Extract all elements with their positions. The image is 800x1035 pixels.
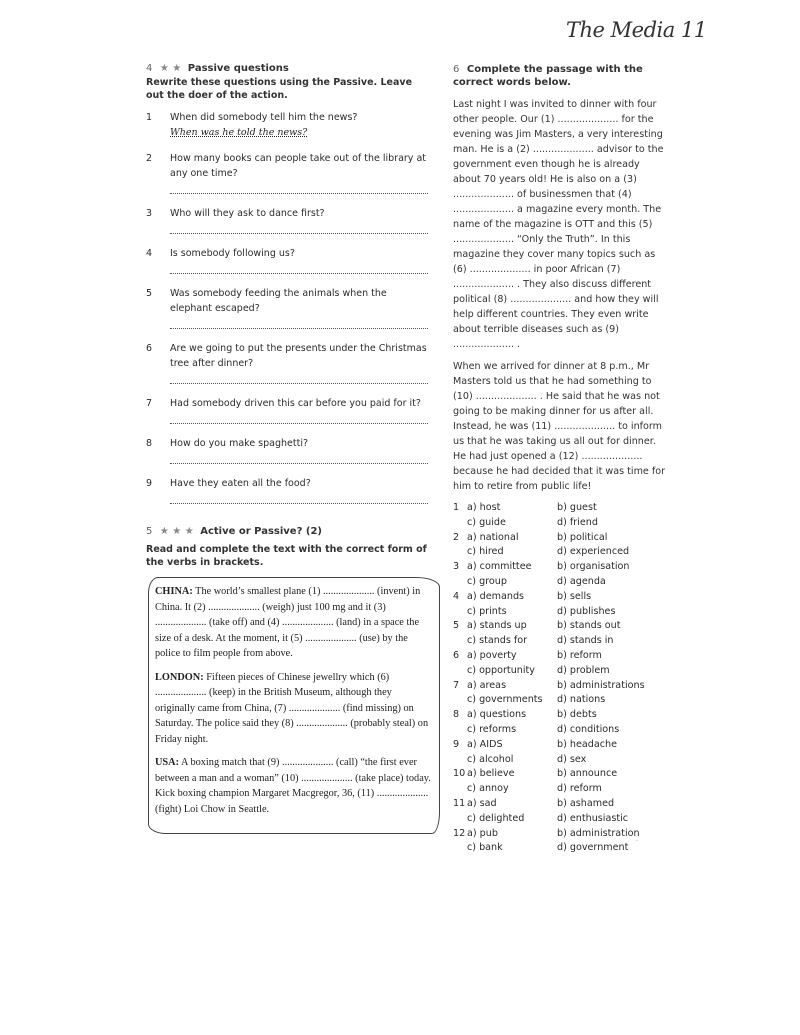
question-item <box>146 151 428 194</box>
question-text: Are we going to put the presents under the Christmas tree after dinner? <box>170 343 427 369</box>
option-row <box>453 605 668 620</box>
section-5-title: Active or Passive? (2) <box>200 526 322 537</box>
option-c[interactable]: c) hired <box>467 546 504 558</box>
option-row <box>453 619 668 634</box>
option-row <box>453 812 668 827</box>
option-a[interactable]: a) believe <box>467 768 515 780</box>
option-number: 2 <box>453 531 460 543</box>
option-number: 7 <box>453 679 460 691</box>
option-d[interactable]: d) government <box>557 842 629 854</box>
option-d[interactable]: d) agenda <box>557 575 606 587</box>
section-5-instruction: Read and complete the text with the correct form of the verbs in brackets. <box>146 544 427 568</box>
question-item <box>146 110 428 140</box>
option-d[interactable]: d) sex <box>557 753 587 765</box>
option-b[interactable]: b) sells <box>557 590 592 602</box>
news-text-box <box>148 577 440 834</box>
option-b[interactable]: b) stands out <box>557 620 621 632</box>
option-row <box>453 797 668 812</box>
options-list <box>453 501 668 856</box>
option-row <box>453 708 668 723</box>
option-b[interactable]: b) political <box>557 531 608 543</box>
option-a[interactable]: a) national <box>467 531 519 543</box>
answer-line[interactable] <box>170 413 428 424</box>
option-number: 3 <box>453 561 460 573</box>
london-label: LONDON: <box>155 671 204 683</box>
question-number: 8 <box>146 438 153 449</box>
option-c[interactable]: c) bank <box>467 842 503 854</box>
question-item <box>146 286 428 329</box>
question-text: Who will they ask to dance first? <box>170 208 325 219</box>
option-number: 1 <box>453 502 460 513</box>
section-6-title: Complete the passage with the correct words below. <box>453 64 643 88</box>
option-row <box>453 723 668 738</box>
section-6-heading <box>453 63 668 89</box>
option-row <box>453 590 668 605</box>
option-c[interactable]: c) group <box>467 575 507 587</box>
option-row <box>453 782 668 797</box>
question-number: 4 <box>146 248 153 259</box>
option-number: 10 <box>453 768 466 780</box>
option-c[interactable]: c) prints <box>467 605 507 617</box>
question-item <box>146 341 428 384</box>
question-number: 1 <box>146 112 153 123</box>
section-5 <box>146 526 431 834</box>
option-a[interactable]: a) committee <box>467 561 532 573</box>
question-text: How do you make spaghetti? <box>170 438 309 449</box>
option-number: 4 <box>453 590 460 602</box>
option-number: 8 <box>453 709 460 721</box>
china-text: The world’s smallest plane (1) .................... (invent) in China. It (2) .................... (weigh) just 100 mg and it (3) .................... (take off) and (4) .................... (land) in a space the size of a desk. At the moment, it (5) .................... (use) by the police to film people from above. <box>155 586 421 659</box>
option-a[interactable]: a) stands up <box>467 620 527 632</box>
question-text: Was somebody feeding the animals when the elephant escaped? <box>170 288 387 314</box>
option-a[interactable]: a) host <box>467 502 501 513</box>
option-a[interactable]: a) areas <box>467 679 507 691</box>
page-header-title: The Media 11 <box>566 18 707 42</box>
answer-line[interactable] <box>170 318 428 329</box>
option-d[interactable]: d) conditions <box>557 723 620 735</box>
question-number: 2 <box>146 153 153 164</box>
option-row <box>453 545 668 560</box>
option-c[interactable]: c) guide <box>467 516 506 528</box>
question-number: 3 <box>146 208 153 219</box>
option-row <box>453 575 668 590</box>
answer-line[interactable] <box>170 223 428 234</box>
section-4-number: 4 <box>146 63 153 74</box>
passage-paragraph-2: When we arrived for dinner at 8 p.m., Mr Masters told us that he had something to (10) .................... . He said that he was not going to be making dinner for us after all. Instead, he was (11) .................... to inform us that he was taking us all out for dinner. He had just opened a (12) .................... because he had decided that it was time for him to retire from public life! <box>453 361 666 492</box>
option-d[interactable]: d) enthusiastic <box>557 812 629 824</box>
option-row <box>453 693 668 708</box>
option-a[interactable]: a) questions <box>467 709 527 721</box>
option-d[interactable]: d) experienced <box>557 546 630 558</box>
section-4-instruction: Rewrite these questions using the Passive. Leave out the doer of the action. <box>146 77 413 101</box>
section-4 <box>146 63 428 504</box>
section-4-heading <box>146 63 428 74</box>
option-d[interactable]: d) publishes <box>557 605 616 617</box>
option-b[interactable]: b) administration <box>557 827 640 839</box>
option-row <box>453 753 668 768</box>
option-a[interactable]: a) poverty <box>467 649 517 661</box>
option-b[interactable]: b) headache <box>557 738 617 750</box>
option-d[interactable]: d) stands in <box>557 635 614 647</box>
question-number: 7 <box>146 398 153 409</box>
section-5-number: 5 <box>146 526 153 537</box>
option-row <box>453 516 668 531</box>
option-a[interactable]: a) demands <box>467 590 525 602</box>
answer-line[interactable] <box>170 183 428 194</box>
option-a[interactable]: a) pub <box>467 827 498 839</box>
question-item <box>146 476 428 504</box>
option-number: 9 <box>453 738 460 750</box>
answer-line[interactable] <box>170 493 428 504</box>
option-b[interactable]: b) announce <box>557 768 618 780</box>
usa-text: A boxing match that (9) .................... (call) “the first ever between a man and a woman” (10) .................... (take place) today. Kick boxing champion Margaret Macgregor, 36, (11) .................... (fight) Loi Chow in Seattle. <box>155 757 431 815</box>
question-list <box>146 110 428 504</box>
london-paragraph <box>155 670 431 748</box>
left-column <box>146 63 431 834</box>
question-text: How many books can people take out of the library at any one time? <box>170 153 426 179</box>
option-row <box>453 738 668 753</box>
usa-label: USA: <box>155 757 180 768</box>
option-b[interactable]: b) ashamed <box>557 797 615 809</box>
china-paragraph <box>155 584 431 662</box>
section-5-heading <box>146 526 428 537</box>
option-row <box>453 649 668 664</box>
section-4-stars: ★ ★ <box>159 63 182 74</box>
option-c[interactable]: c) opportunity <box>467 664 535 676</box>
section-6-passage <box>453 97 668 494</box>
option-number: 5 <box>453 620 460 632</box>
option-row <box>453 679 668 694</box>
option-row <box>453 767 668 782</box>
option-b[interactable]: b) reform <box>557 649 602 661</box>
option-d[interactable]: d) problem <box>557 664 610 676</box>
usa-paragraph <box>155 755 431 817</box>
question-text: Have they eaten all the food? <box>170 478 311 489</box>
question-text: When did somebody tell him the news? <box>170 112 358 123</box>
question-item <box>146 206 428 234</box>
option-row <box>453 501 668 516</box>
option-d[interactable]: d) nations <box>557 694 606 706</box>
question-item <box>146 246 428 274</box>
option-number: 11 <box>453 797 466 809</box>
option-d[interactable]: d) reform <box>557 783 602 795</box>
question-item <box>146 396 428 424</box>
option-row <box>453 634 668 649</box>
option-b[interactable]: b) debts <box>557 709 597 721</box>
option-c[interactable]: c) governments <box>467 694 543 706</box>
question-answer: When was he told the news? <box>170 127 308 138</box>
option-c[interactable]: c) annoy <box>467 783 509 795</box>
option-b[interactable]: b) organisation <box>557 561 630 573</box>
scan-mark: · <box>636 838 638 845</box>
option-a[interactable]: a) sad <box>467 797 497 809</box>
option-c[interactable]: c) alcohol <box>467 753 514 765</box>
section-4-title: Passive questions <box>187 63 289 74</box>
passage-paragraph-1: Last night I was invited to dinner with four other people. Our (1) .................... for the evening was Jim Masters, a very interesting man. He is a (2) .................... advisor to the government even though he is already about 70 years old! He is also on a (3) .................... of businessmen that (4) .................... a magazine every month. The name of the magazine is OTT and this (5) .................... “Only the Truth”. In this magazine they cover many topics such as (6) .................... in poor African (7) .................... . They also discuss different political (8) .................... and how they will help different countries. They even write about terrible diseases such as (9) .................... . <box>453 99 664 350</box>
right-column <box>453 63 668 856</box>
section-6-number: 6 <box>453 64 460 75</box>
option-a[interactable]: a) AIDS <box>467 738 503 750</box>
section-5-stars: ★ ★ ★ <box>159 526 194 537</box>
question-item <box>146 436 428 464</box>
question-number: 9 <box>146 478 153 489</box>
london-text: Fifteen pieces of Chinese jewellry which (6) .................... (keep) in the British Museum, although they originally came from China, (7) .................... (find missing) on Saturday. The police said they (8) .................... (probably steal) on Friday night. <box>155 671 429 745</box>
question-number: 6 <box>146 343 153 354</box>
option-d[interactable]: d) friend <box>557 516 598 528</box>
option-c[interactable]: c) delighted <box>467 812 525 824</box>
option-b[interactable]: b) administrations <box>557 679 645 691</box>
option-number: 12 <box>453 827 466 839</box>
answer-line[interactable] <box>170 453 428 464</box>
china-label: CHINA: <box>155 586 193 597</box>
answer-line[interactable] <box>170 263 428 274</box>
option-c[interactable]: c) stands for <box>467 635 528 647</box>
question-number: 5 <box>146 288 153 299</box>
option-row <box>453 531 668 546</box>
option-row <box>453 560 668 575</box>
option-c[interactable]: c) reforms <box>467 723 517 735</box>
option-number: 6 <box>453 649 460 661</box>
option-b[interactable]: b) guest <box>557 502 597 513</box>
question-text: Had somebody driven this car before you paid for it? <box>170 398 421 409</box>
question-text: Is somebody following us? <box>170 248 295 259</box>
answer-line[interactable] <box>170 373 428 384</box>
option-row <box>453 664 668 679</box>
